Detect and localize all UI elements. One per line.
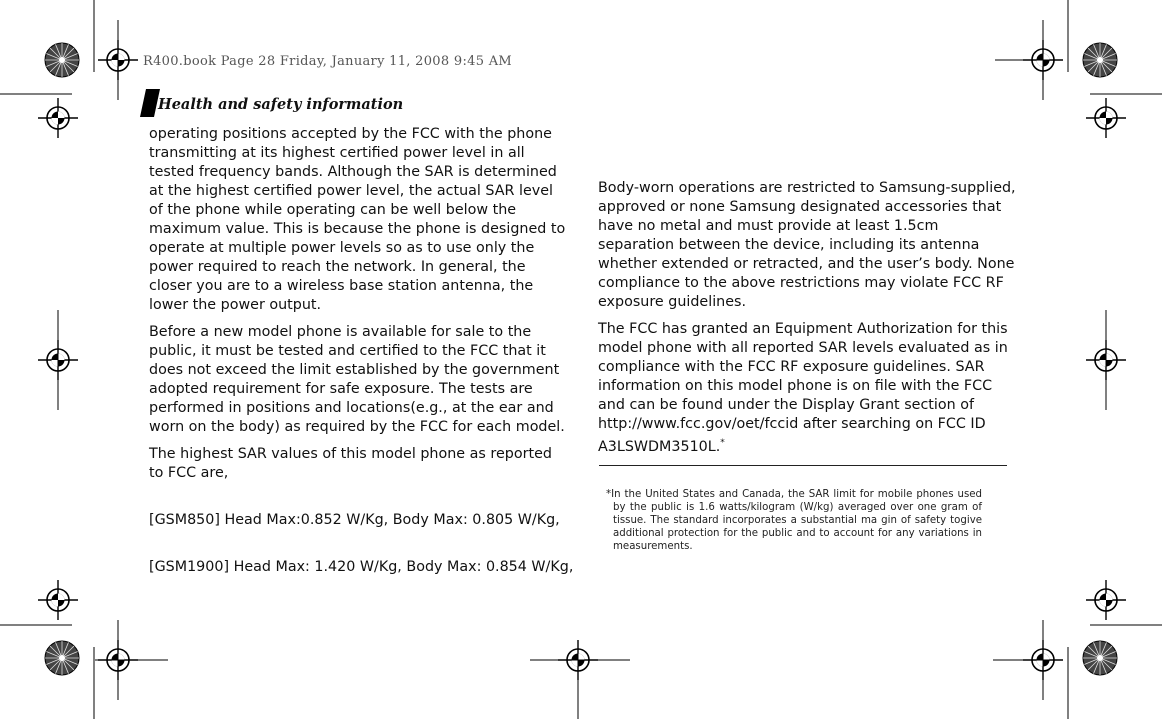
left-column <box>149 125 574 577</box>
footnote-text: *In the United States and Canada, the SAR limit for mobile phones used by the public is 1.6 watts/kilogram (W/kg) averaged over one gram of tissue. The standard incorporates a substantial ma gin of safety togive additional protection for the public and to account for any variations in measurements. <box>606 489 982 552</box>
paragraph-sar-operating-positions: operating positions accepted by the FCC with the phone transmitting at its highest certified power level in all tested frequency bands. Although the SAR is determined at the highest certified power level, the actual SAR level of the phone while operating can be well below the maximum value. This is because the phone is designed to operate at multiple power levels so as to use only the power required to reach the network. In general, the closer you are to a wireless base station antenna, the lower the power output. <box>149 126 566 313</box>
book-slug-line: R400.book Page 28 Friday, January 11, 2008 9:45 AM <box>143 54 512 69</box>
sar-value-gsm850: [GSM850] Head Max:0.852 W/Kg, Body Max: 0.805 W/Kg, <box>149 512 560 528</box>
footnote-marker: * <box>720 438 725 448</box>
paragraph-equipment-authorization <box>598 320 1018 457</box>
footnote <box>606 488 982 553</box>
footnote-divider <box>599 465 1007 466</box>
equipment-authorization-text: The FCC has granted an Equipment Authorization for this model phone with all reported SAR levels evaluated as in compliance with the FCC RF exposure guidelines. SAR information on this model phone is on file with the FCC and can be found under the Display Grant section of http://www.fcc.gov/oet/fccid after searching on FCC ID A3LSWDM3510L. <box>598 321 1008 455</box>
section-title: Health and safety information <box>158 96 404 113</box>
paragraph-body-worn-operations: Body-worn operations are restricted to Samsung-supplied, approved or none Samsung designated accessories that have no metal and must provide at least 1.5cm separation between the device, including its antenna whether extended or retracted, and the user’s body. None compliance to the above restrictions may violate FCC RF exposure guidelines. <box>598 180 1016 310</box>
paragraph-highest-sar-intro: The highest SAR values of this model phone as reported to FCC are, <box>149 446 552 481</box>
paragraph-fcc-certification: Before a new model phone is available for sale to the public, it must be tested and certified to the FCC that it does not exceed the limit established by the government adopted requirement for safe exposure. The tests are performed in positions and locations(e.g., at the ear and worn on the body) as required by the FCC for each model. <box>149 324 565 435</box>
right-column <box>598 179 1018 457</box>
sar-value-gsm1900: [GSM1900] Head Max: 1.420 W/Kg, Body Max: 0.854 W/Kg, <box>149 559 574 575</box>
